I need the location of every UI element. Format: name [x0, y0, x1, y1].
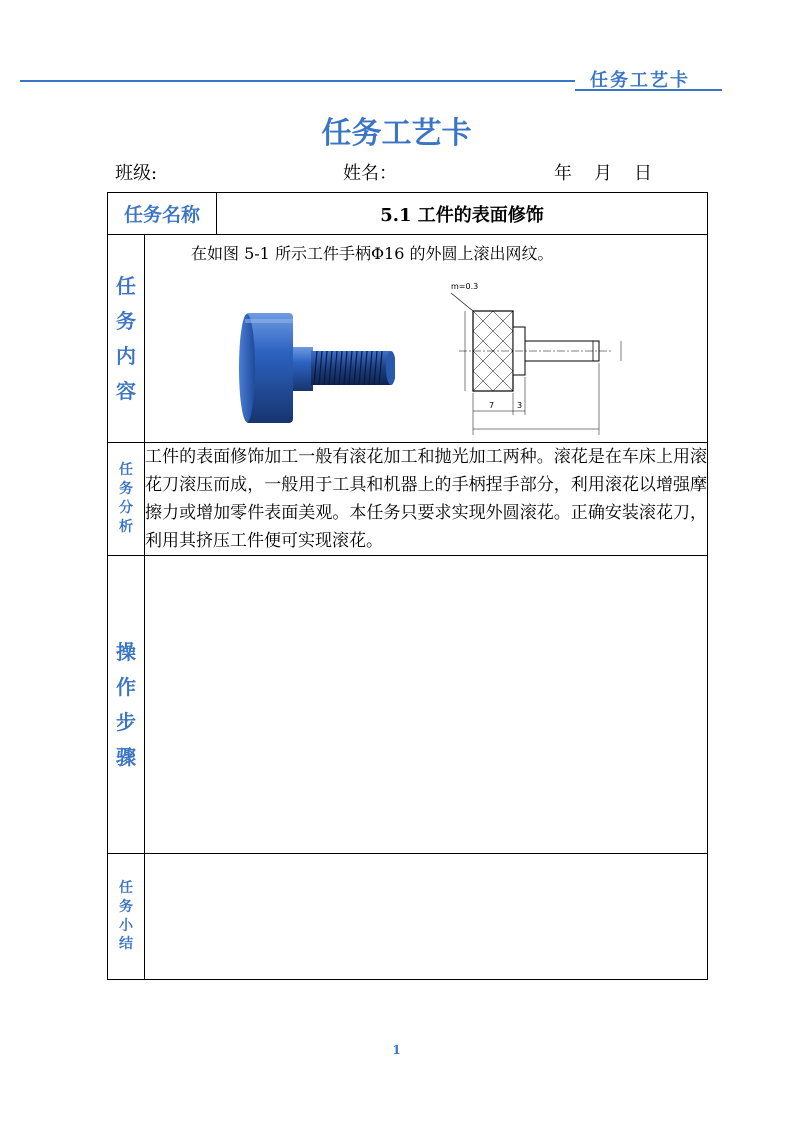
date-label — [554, 159, 652, 185]
task-name-label: 任务名称 — [108, 193, 217, 235]
task-analysis-label: 任 务 分 析 — [108, 443, 145, 556]
knurled-knob-icon — [235, 313, 395, 423]
task-analysis-row — [108, 443, 708, 556]
task-content-label: 任 务 内 容 — [108, 235, 145, 443]
task-content-row — [108, 235, 708, 443]
day-label: 日 — [634, 163, 652, 184]
task-summary-cell[interactable] — [145, 854, 708, 980]
dimension-3: 3 — [517, 401, 523, 410]
task-content-text: 在如图 5-1 所示工件手柄Φ16 的外圆上滚出网纹。 — [191, 244, 554, 263]
header-rule — [20, 80, 575, 82]
task-content-cell — [145, 235, 708, 443]
operation-steps-cell[interactable] — [145, 556, 708, 854]
task-summary-row — [108, 854, 708, 980]
task-name-row — [108, 193, 708, 235]
knob-technical-drawing-icon — [439, 275, 631, 441]
header-tag: 任务工艺卡 — [590, 70, 690, 91]
operation-steps-row — [108, 556, 708, 854]
task-name-value: 5.1 工件的表面修饰 — [217, 193, 708, 235]
name-label: 姓名： — [343, 163, 397, 184]
document-title: 任务工艺卡 — [321, 116, 472, 151]
module-annotation: m=0.3 — [451, 282, 479, 291]
task-analysis-text: 工件的表面修饰加工一般有滚花加工和抛光加工两种。滚花是在车床上用滚花刀滚压而成，一般用于工具和机器上的手柄捏手部分，利用滚花以增强摩擦力或增加零件表面美观。本任务只要求实现外圆滚花。正确安装滚花刀，利用其挤压工件便可实现滚花。 — [145, 443, 708, 556]
task-summary-label: 任 务 小 结 — [108, 854, 145, 980]
dimension-7: 7 — [489, 401, 495, 410]
operation-steps-label: 操 作 步 骤 — [108, 556, 145, 854]
month-label: 月 — [594, 163, 612, 184]
page-number: 1 — [392, 1043, 401, 1057]
task-card-table — [107, 192, 708, 980]
year-label: 年 — [554, 163, 572, 184]
class-label: 班级: — [115, 163, 158, 184]
